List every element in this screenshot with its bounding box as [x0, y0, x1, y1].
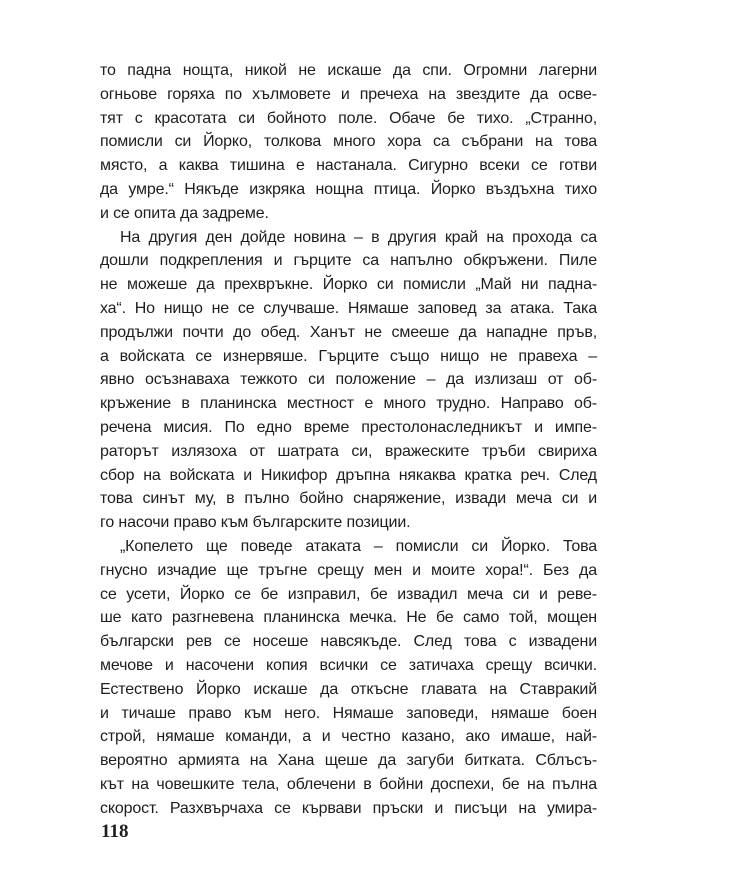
text-line: дошли подкрепления и гърците са напълно обкръжени. Пиле	[100, 252, 597, 270]
text-line: ха“. Но нищо не се случваше. Нямаше заповед за атака. Така	[100, 299, 597, 317]
text-line: място, а каква тишина е настанала. Сигурно всеки се готви	[100, 157, 597, 175]
text-line: скорост. Разхвърчаха се кървави пръски и писъци на умира-	[100, 799, 597, 817]
text-line: ше като разгневена планинска мечка. Не бе само той, мощен	[100, 609, 597, 627]
text-line: се усети, Йорко се бе изправил, бе извадил меча си и реве-	[100, 585, 597, 603]
text-line: явно осъзнаваха тежкото си положение – да излизаш от об-	[100, 371, 597, 389]
text-line: и тичаше право към него. Нямаше заповеди, нямаше боен	[100, 704, 597, 722]
text-line: а войската се изнервяше. Гърците също нищо не правеха –	[100, 347, 597, 365]
text-line: гнусно изчадие ще тръгне срещу мен и моите хора!“. Без да	[100, 561, 597, 579]
text-line: го насочи право към българските позиции.	[100, 514, 411, 532]
text-line: речена мисия. По едно време престолонаследникът и импе-	[100, 418, 597, 436]
text-line: то падна нощта, никой не искаше да спи. Огромни лагерни	[100, 62, 597, 79]
text-line: мечове и насочени копия всички се затичаха срещу всички.	[100, 656, 597, 674]
text-line: помисли си Йорко, толкова много хора са събрани на това	[100, 133, 597, 151]
text-line: не можеше да прехвръкне. Йорко си помисли „Май ни падна-	[100, 276, 597, 294]
text-line: тят с красотата си бойното поле. Обаче бе тихо. „Странно,	[100, 109, 597, 127]
text-line: кръжение в планинска местност е много трудно. Направо об-	[100, 395, 597, 413]
text-block	[100, 59, 597, 821]
page-number: 118	[101, 821, 129, 842]
text-line: огньове горяха по хълмовете и пречеха на звездите да осве-	[100, 85, 597, 103]
text-line: сбор на войската и Никифор дръпна някаква кратка реч. След	[100, 466, 597, 484]
text-line: строй, нямаше команди, а и честно казано, ако имаше, най-	[100, 728, 597, 746]
text-line: това синът му, в пълно бойно снаряжение, извади меча си и	[100, 490, 597, 508]
paragraph	[100, 226, 597, 535]
text-line: и се опита да задреме.	[100, 204, 269, 222]
text-line: Естествено Йорко искаше да откъсне главата на Ставракий	[100, 680, 597, 698]
text-line: вероятно армията на Хана щеше да загуби битката. Сблъсъ-	[100, 752, 597, 770]
page-body	[100, 59, 597, 821]
text-line: кът на човешките тела, облечени в бойни доспехи, бе на пълна	[100, 775, 597, 793]
text-line: На другия ден дойде новина – в другия край на прохода са	[120, 228, 597, 246]
text-line: раторът излязоха от шатрата си, вражеските тръби свириха	[100, 442, 597, 460]
text-line: да умре.“ Някъде изкряка нощна птица. Йорко въздъхна тихо	[100, 180, 597, 198]
paragraph	[100, 59, 597, 226]
text-line: продължи почти до обед. Ханът не смееше да нападне пръв,	[100, 323, 597, 341]
paragraph	[100, 535, 597, 821]
text-line: български рев се носеше навсякъде. След това с извадени	[100, 633, 597, 651]
text-line: „Копелето ще поведе атаката – помисли си Йорко. Това	[120, 537, 597, 555]
